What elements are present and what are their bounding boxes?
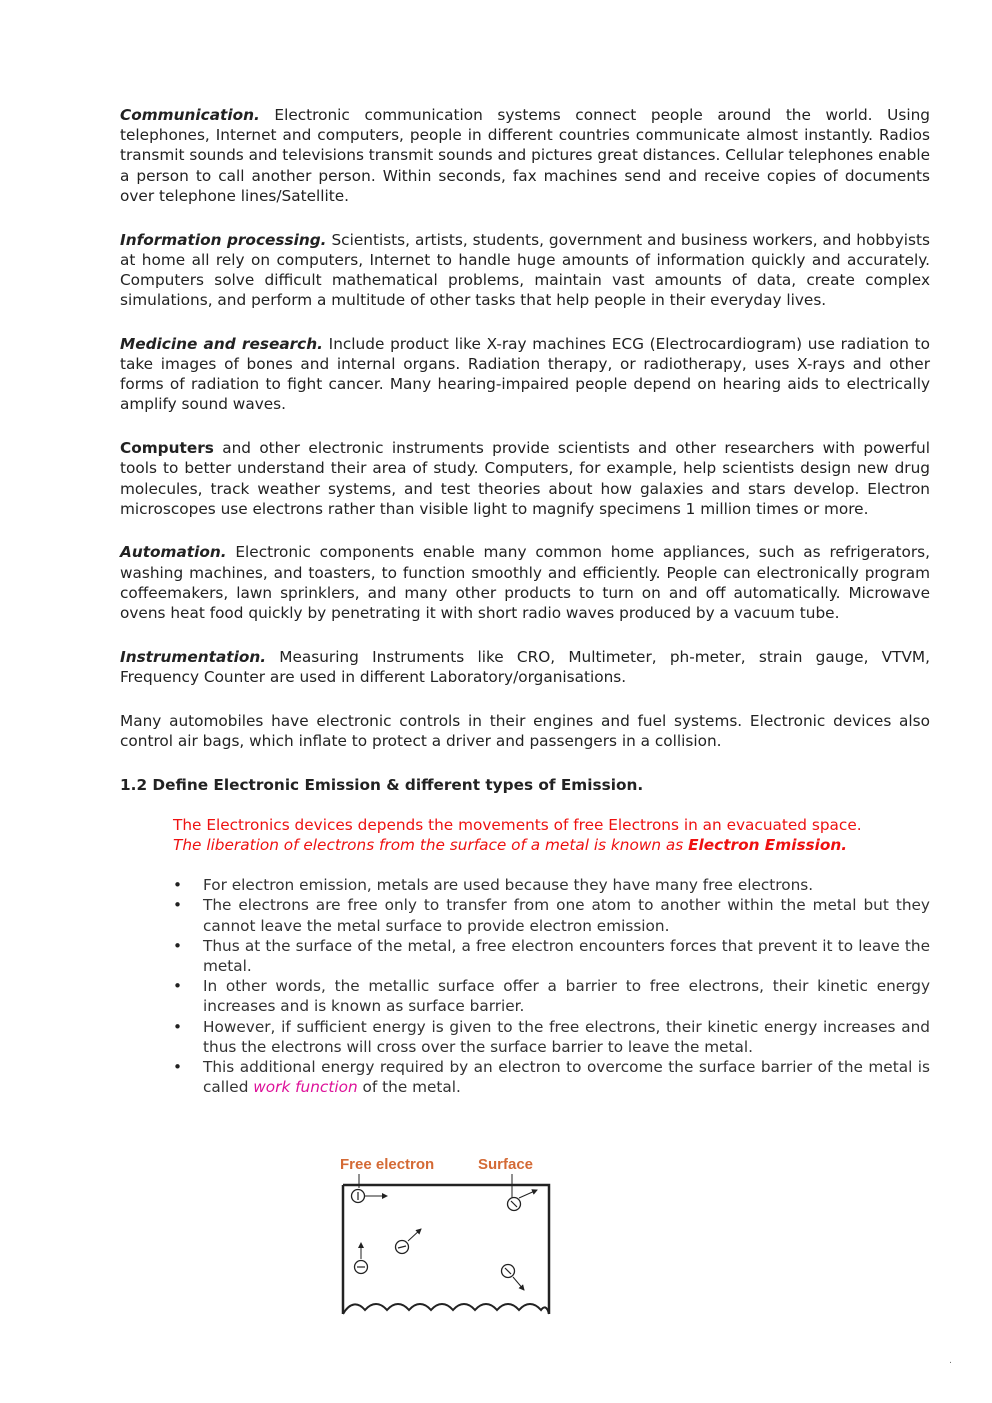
paragraph-text: Include product like X-ray machines ECG (Electrocardiogram) use radiation to take images of bones and internal organs. Radiation therapy, or radiotherapy, uses X-rays and other forms of radiation to fight cancer. Many hearing-impaired people depend on hearing aids to electrically amplify sound waves. xyxy=(120,334,930,414)
bullet-text: In other words, the metallic surface offer a barrier to free electrons, their kinetic energy increases and is known as surface barrier. xyxy=(203,977,930,1016)
free-electron-label: Free electron xyxy=(340,1156,435,1173)
bullet-list xyxy=(173,875,930,1097)
electron-emission-figure xyxy=(332,1152,557,1322)
list-item xyxy=(173,875,930,895)
bullet-icon: • xyxy=(173,1017,183,1036)
paragraph-instrumentation xyxy=(120,647,930,687)
paragraph-lead: Communication. xyxy=(120,106,260,124)
intro-definition: The liberation of electrons from the surface of a metal is known as xyxy=(173,835,689,854)
paragraph-text: and other electronic instruments provide scientists and other researchers with powerful tools to better understand their area of study. Computers, for example, help scientists design new drug molecules, track weather systems, and test theories about how galaxies and stars develop. Electron microscopes use electrons rather than visible light to magnify specimens 1 million times or more. xyxy=(120,439,930,518)
list-item xyxy=(173,976,930,1016)
bullet-text-before: This additional energy required by an electron to overcome the surface barrier of the metal is called xyxy=(203,1058,930,1097)
bullet-text: For electron emission, metals are used because they have many free electrons. xyxy=(203,876,814,895)
paragraph-information-processing xyxy=(120,230,930,311)
intro-term: Electron Emission. xyxy=(688,835,848,854)
bullet-text-after: of the metal. xyxy=(357,1078,461,1097)
bullet-icon: • xyxy=(173,896,183,915)
paragraph-lead: Computers xyxy=(120,439,214,458)
paragraph-automobiles xyxy=(120,711,930,751)
bullet-icon: • xyxy=(173,1058,183,1077)
paragraph-text: Scientists, artists, students, government and business workers, and hobbyists at home all rely on computers, Internet to handle huge amounts of information quickly and accurately. Computers solve difficult mathematical problems, maintain vast amounts of data, create complex simulations, and perform a multitude of other tasks that help people in their everyday lives. xyxy=(120,230,930,310)
bullet-text: However, if sufficient energy is given to the free electrons, their kinetic energy increases and thus the electrons will cross over the surface barrier to leave the metal. xyxy=(203,1017,930,1056)
bullet-icon: • xyxy=(173,936,183,955)
surface-label: Surface xyxy=(478,1156,534,1173)
bullet-icon: • xyxy=(173,977,183,996)
section-intro xyxy=(173,815,930,855)
list-item xyxy=(173,1057,930,1097)
list-item xyxy=(173,895,930,935)
paragraph-lead: Medicine and research. xyxy=(120,334,323,353)
electron-icon xyxy=(396,1229,422,1254)
paragraph-medicine-research xyxy=(120,334,930,415)
section-heading: 1.2 Define Electronic Emission & different types of Emission. xyxy=(120,775,644,794)
bullet-text: Thus at the surface of the metal, a free electron encounters forces that prevent it to leave the metal. xyxy=(203,936,930,975)
electron-icon xyxy=(502,1265,525,1291)
paragraph-text: Measuring Instruments like CRO, Multimeter, ph-meter, strain gauge, VTVM, Frequency Counter are used in different Laboratory/organisations. xyxy=(120,647,930,686)
intro-line-1: The Electronics devices depends the movements of free Electrons in an evacuated space. xyxy=(173,815,862,834)
paragraph-text: Electronic communication systems connect people around the world. Using telephones, Internet and computers, people in different countries communicate almost instantly. Radios transmit sounds and televisions transmit sounds and pictures great distances. Cellular telephones enable a person to call another person. Within seconds, fax machines send and receive copies of documents over telephone lines/Satellite. xyxy=(120,106,930,205)
paragraph-list xyxy=(120,105,930,751)
paragraph-lead: Information processing. xyxy=(120,230,327,249)
intro-line-2 xyxy=(173,835,930,855)
list-item xyxy=(173,1017,930,1057)
electron-icon xyxy=(352,1190,388,1203)
paragraph-lead: Instrumentation. xyxy=(120,647,267,666)
electron-icon xyxy=(355,1243,368,1274)
paragraph-communication xyxy=(120,105,930,206)
list-item xyxy=(173,936,930,976)
paragraph-computers xyxy=(120,438,930,519)
bullet-icon: • xyxy=(173,876,183,895)
metal-bottom-edge xyxy=(343,1304,549,1314)
paragraph-text: Many automobiles have electronic controls in their engines and fuel systems. Electronic devices also control air bags, which inflate to protect a driver and passengers in a collision. xyxy=(120,711,930,750)
paragraph-text: Electronic components enable many common home appliances, such as refrigerators, washing machines, and toasters, to function smoothly and efficiently. People can electronically program coffeemakers, lawn sprinklers, and many other products to turn on and off automatically. Microwave ovens heat food quickly by penetrating it with short radio waves produced by a vacuum tube. xyxy=(120,543,930,623)
metal-diagram xyxy=(332,1152,557,1322)
document-page xyxy=(120,105,930,1097)
work-function-term: work function xyxy=(253,1078,358,1097)
page-corner-mark: . xyxy=(949,1356,952,1366)
paragraph-lead: Automation. xyxy=(120,543,227,562)
paragraph-automation xyxy=(120,542,930,623)
bullet-text: The electrons are free only to transfer from one atom to another within the metal but they cannot leave the metal surface to provide electron emission. xyxy=(203,896,930,935)
